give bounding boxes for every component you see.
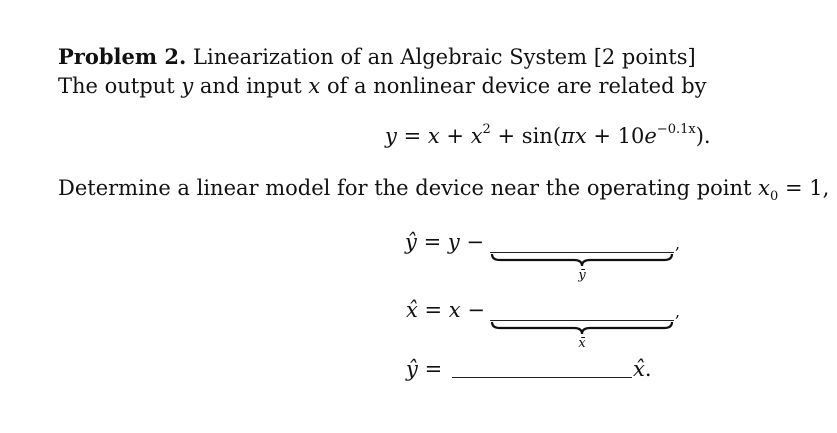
intro-var-y: y: [181, 74, 194, 98]
eq-plus1: +: [446, 124, 464, 148]
eq1-underbrace: [490, 252, 674, 268]
eq-plus2: +: [497, 124, 516, 148]
problem-title: Linearization of an Algebraic System [2 points]: [193, 45, 696, 69]
operating-point-value: = 1,: [784, 176, 830, 200]
eq3-tail: [633, 359, 652, 380]
eq2-lhs: x̂: [406, 298, 418, 322]
eq1-row: [405, 232, 484, 253]
eq-e: e: [644, 124, 657, 148]
eq-pix: x: [574, 124, 587, 148]
eq2-underbrace: [490, 320, 674, 336]
eq1-rhs: = y −: [423, 230, 484, 254]
eq-equals: =: [403, 124, 422, 148]
problem-intro: [58, 76, 707, 97]
eq-term1: x: [427, 124, 440, 148]
eq-plus3: + 10: [593, 124, 645, 148]
eq3-equals: =: [424, 357, 443, 381]
eq-pi: π: [561, 124, 575, 148]
eq-exp: −0.1x: [656, 122, 696, 137]
intro-mid: and input: [199, 74, 302, 98]
eq-close: ).: [695, 124, 711, 148]
operating-point-var: x: [758, 176, 770, 200]
intro-var-x: x: [308, 74, 321, 98]
eq3-row: [406, 359, 442, 380]
eq3-lhs: ŷ: [406, 357, 418, 381]
eq3-tail-var: x̂: [633, 357, 645, 381]
eq2-rhs: = x −: [424, 298, 485, 322]
eq-sin: sin(: [521, 124, 562, 148]
determine-text: Determine a linear model for the device near the operating point: [58, 176, 752, 200]
eq1-comma: ,: [675, 234, 681, 253]
operating-point-sub: 0: [770, 189, 779, 205]
problem-label: Problem 2.: [58, 44, 187, 69]
eq-lhs: y: [385, 124, 397, 148]
eq-term2-exp: 2: [482, 122, 491, 137]
intro-prefix: The output: [58, 74, 175, 98]
eq-term2: x: [470, 124, 483, 148]
eq2-comma: ,: [675, 302, 681, 321]
eq3-period: .: [644, 357, 652, 381]
determine-sentence: [58, 178, 829, 203]
main-equation: [385, 122, 711, 148]
eq3-answer-blank[interactable]: [452, 365, 632, 378]
eq1-brace-label: ȳ: [578, 268, 586, 283]
problem-heading: [58, 46, 696, 68]
eq2-brace-label: x̄: [578, 336, 586, 351]
eq1-lhs: ŷ: [405, 230, 417, 254]
eq2-row: [406, 300, 485, 321]
intro-suffix: of a nonlinear device are related by: [326, 74, 707, 98]
